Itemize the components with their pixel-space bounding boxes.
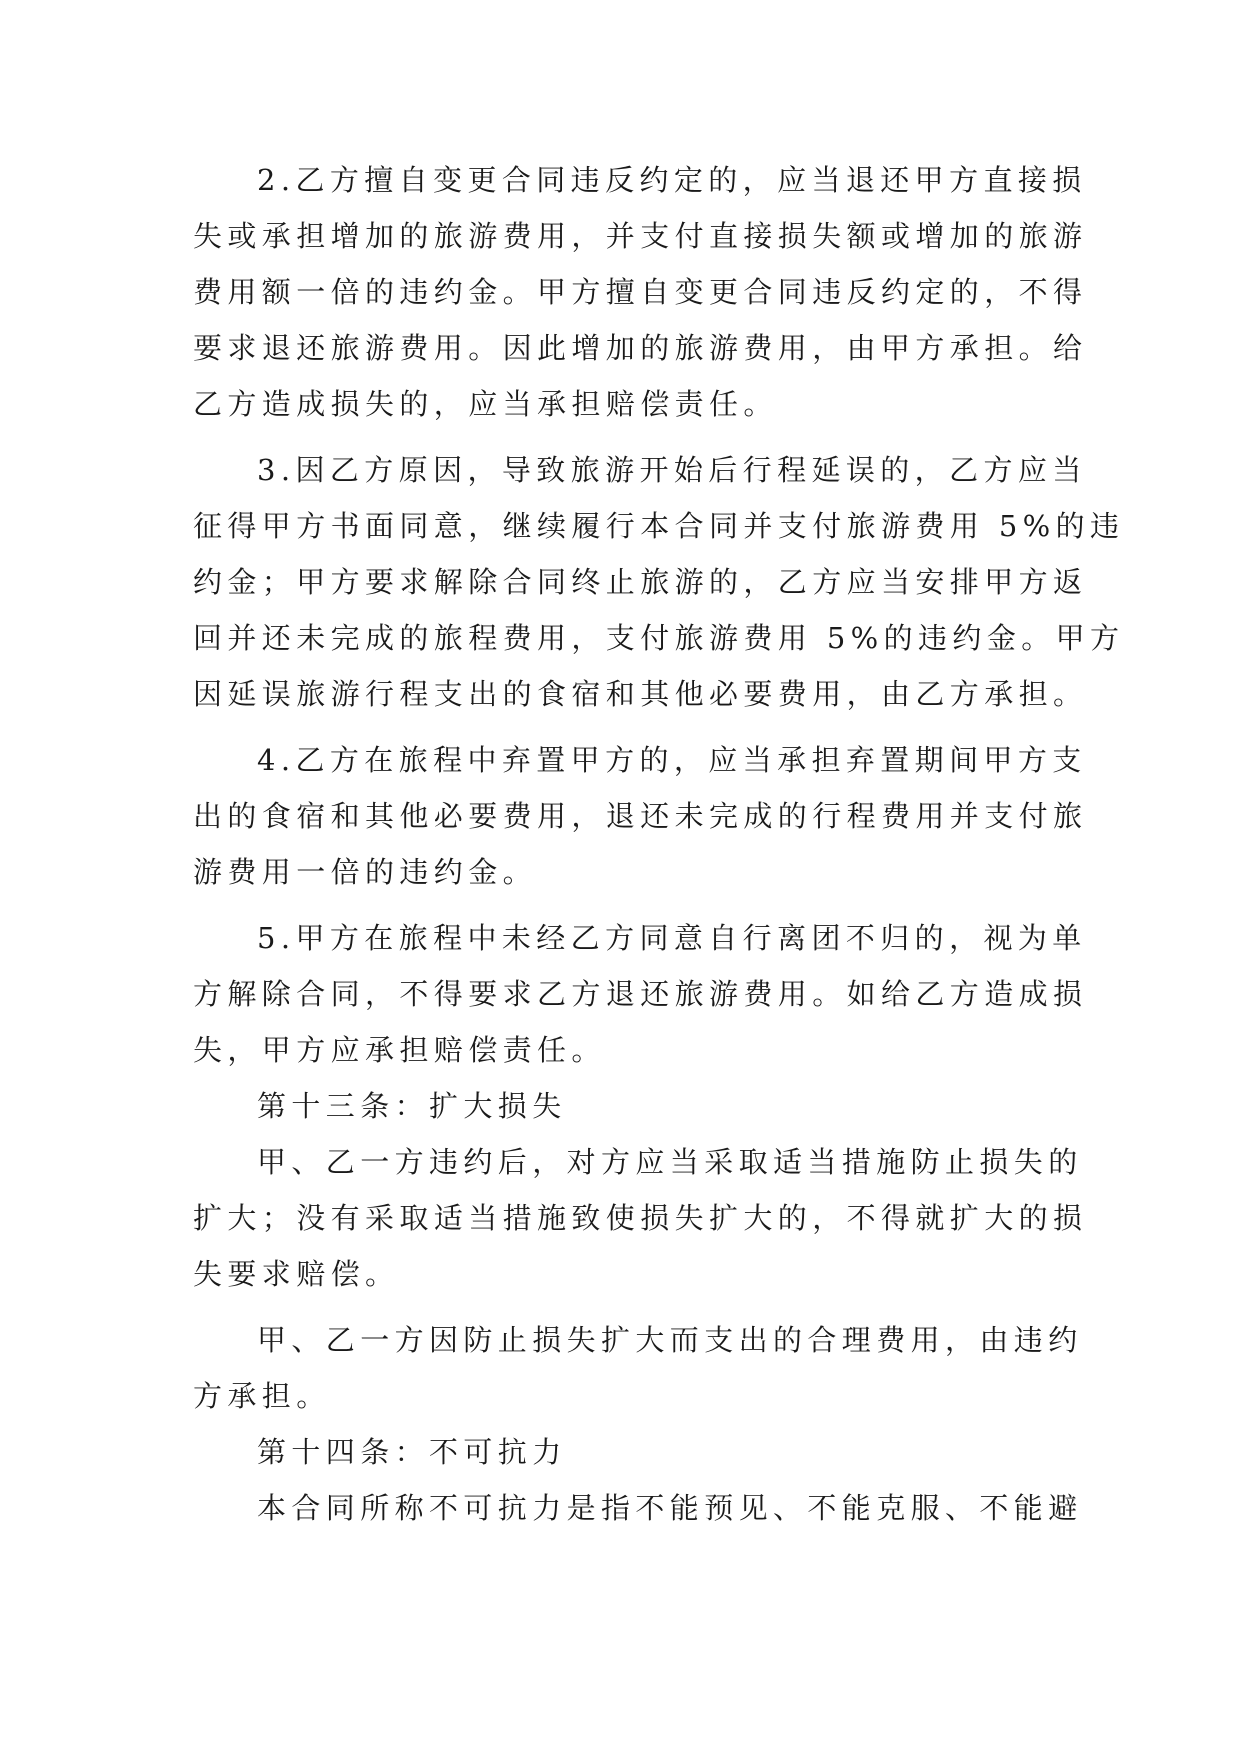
article-13-para-1-line-1: 甲、乙一方违约后，对方应当采取适当措施防止损失的 xyxy=(257,1145,1083,1179)
article-13-para-2-line-1: 甲、乙一方因防止损失扩大而支出的合理费用，由违约 xyxy=(257,1323,1083,1357)
article-14-heading: 第十四条：不可抗力 xyxy=(257,1435,567,1469)
paragraph-3-line-4: 回并还未完成的旅程费用，支付旅游费用 5%的违约金。甲方 xyxy=(193,621,1125,655)
paragraph-2-line-1: 2.乙方擅自变更合同违反约定的，应当退还甲方直接损 xyxy=(257,163,1087,197)
article-13-para-1-line-3: 失要求赔偿。 xyxy=(193,1257,400,1291)
paragraph-4-line-1: 4.乙方在旅程中弃置甲方的，应当承担弃置期间甲方支 xyxy=(257,743,1087,777)
article-13-para-2-line-2: 方承担。 xyxy=(193,1379,331,1413)
paragraph-5-line-3: 失，甲方应承担赔偿责任。 xyxy=(193,1033,606,1067)
paragraph-4-line-2: 出的食宿和其他必要费用，退还未完成的行程费用并支付旅 xyxy=(193,799,1088,833)
article-14-para-1-line-1: 本合同所称不可抗力是指不能预见、不能克服、不能避 xyxy=(257,1491,1083,1525)
paragraph-3-line-3: 约金；甲方要求解除合同终止旅游的，乙方应当安排甲方返 xyxy=(193,565,1088,599)
paragraph-2-line-3: 费用额一倍的违约金。甲方擅自变更合同违反约定的，不得 xyxy=(193,275,1088,309)
paragraph-3-line-5: 因延误旅游行程支出的食宿和其他必要费用，由乙方承担。 xyxy=(193,677,1088,711)
paragraph-4-line-3: 游费用一倍的违约金。 xyxy=(193,855,538,889)
paragraph-5-line-1: 5.甲方在旅程中未经乙方同意自行离团不归的，视为单 xyxy=(257,921,1087,955)
paragraph-2-line-4: 要求退还旅游费用。因此增加的旅游费用，由甲方承担。给 xyxy=(193,331,1088,365)
paragraph-3-line-2: 征得甲方书面同意，继续履行本合同并支付旅游费用 5%的违 xyxy=(193,509,1125,543)
article-13-heading: 第十三条：扩大损失 xyxy=(257,1089,567,1123)
article-13-para-1-line-2: 扩大；没有采取适当措施致使损失扩大的，不得就扩大的损 xyxy=(193,1201,1088,1235)
paragraph-2-line-5: 乙方造成损失的，应当承担赔偿责任。 xyxy=(193,387,778,421)
paragraph-5-line-2: 方解除合同，不得要求乙方退还旅游费用。如给乙方造成损 xyxy=(193,977,1088,1011)
paragraph-2-line-2: 失或承担增加的旅游费用，并支付直接损失额或增加的旅游 xyxy=(193,219,1088,253)
paragraph-3-line-1: 3.因乙方原因，导致旅游开始后行程延误的，乙方应当 xyxy=(257,453,1087,487)
